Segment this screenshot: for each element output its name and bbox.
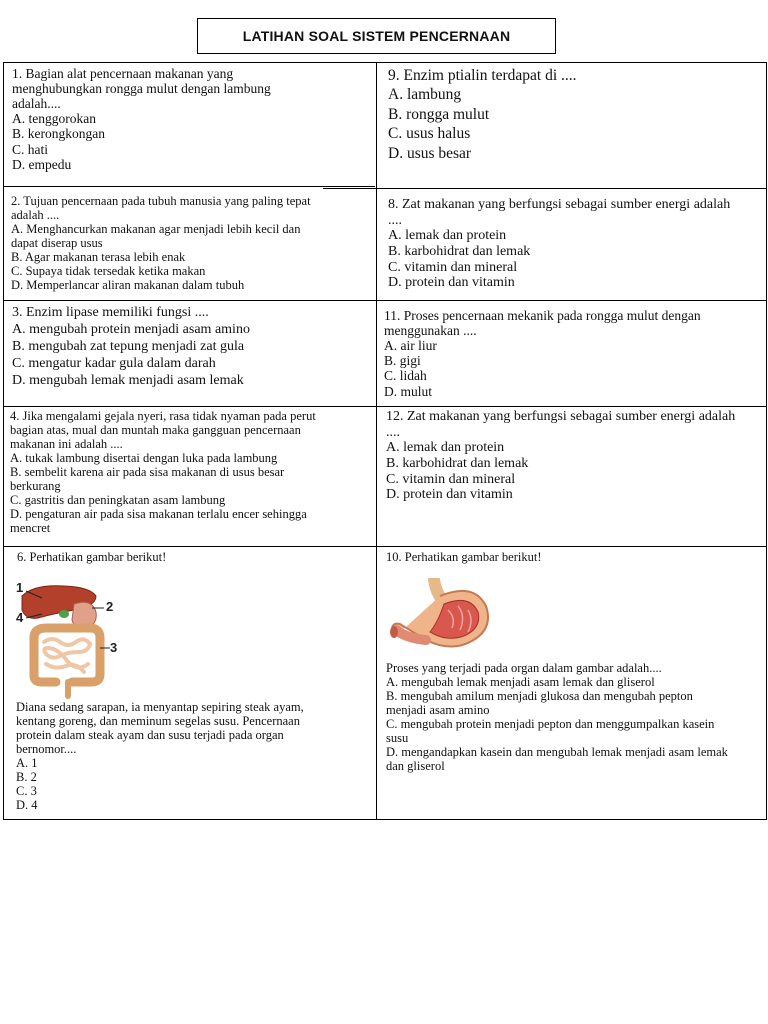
- row-divider: [377, 188, 767, 189]
- option-c: C. hati: [12, 141, 48, 157]
- question-text: 2. Tujuan pencernaan pada tubuh manusia yang paling tepat adalah ....: [11, 194, 311, 222]
- option-c: C. vitamin dan mineral: [386, 471, 516, 487]
- question-text: 12. Zat makanan yang berfungsi sebagai sumber energi adalah ....: [386, 409, 736, 440]
- option-a: A. lambung: [388, 86, 462, 104]
- option-c: C. gastritis dan peningkatan asam lambung: [10, 493, 226, 507]
- question-body: Proses yang terjadi pada organ dalam gambar adalah....: [386, 661, 662, 675]
- gallbladder-organ: [59, 610, 69, 618]
- option-d: D. Memperlancar aliran makanan dalam tubuh: [11, 278, 245, 292]
- option-b: B. gigi: [384, 353, 421, 369]
- question-12: [386, 409, 746, 503]
- option-a: A. tenggorokan: [12, 111, 96, 127]
- column-divider: [376, 62, 377, 820]
- option-b: B. sembelit karena air pada sisa makanan di usus besar berkurang: [10, 465, 285, 493]
- option-b: B. kerongkongan: [12, 126, 105, 142]
- small-intestine-organ: [44, 639, 90, 668]
- row-divider: [3, 300, 767, 301]
- option-d: D. usus besar: [388, 144, 472, 162]
- option-a: A. mengubah lemak menjadi asam lemak dan gliserol: [386, 675, 655, 689]
- option-c: C. Supaya tidak tersedak ketika makan: [11, 264, 206, 278]
- option-c: C. lidah: [384, 368, 427, 384]
- question-text: 4. Jika mengalami gejala nyeri, rasa tidak nyaman pada perut bagian atas, mual dan muntah maka gangguan pencernaan makanan ini adalah ....: [10, 409, 316, 451]
- option-a: A. tukak lambung disertai dengan luka pada lambung: [10, 451, 278, 465]
- option-c: C. mengatur kadar gula dalam darah: [12, 356, 216, 372]
- label-3: 3: [110, 640, 118, 655]
- question-11: [384, 308, 704, 399]
- option-a: A. Menghancurkan makanan agar menjadi lebih kecil dan dapat diserap usus: [11, 222, 301, 250]
- option-b: B. 2: [16, 770, 37, 784]
- question-9: [388, 66, 758, 163]
- option-d: D. mengubah lemak menjadi asam lemak: [12, 373, 244, 389]
- row-divider: [3, 546, 767, 547]
- option-b: B. Agar makanan terasa lebih enak: [11, 250, 186, 264]
- option-b: B. rongga mulut: [388, 105, 490, 123]
- worksheet-title: LATIHAN SOAL SISTEM PENCERNAAN: [197, 18, 556, 54]
- option-d: D. mulut: [384, 383, 433, 399]
- option-c: C. mengubah protein menjadi pepton dan menggumpalkan kasein susu: [386, 717, 715, 745]
- label-2: 2: [106, 599, 114, 614]
- option-d: D. empedu: [12, 156, 72, 172]
- row-divider: [3, 406, 767, 407]
- option-a: A. mengubah protein menjadi asam amino: [12, 322, 250, 338]
- digestive-system-figure: [12, 576, 142, 702]
- label-4: 4: [16, 610, 24, 625]
- question-2: [11, 194, 329, 292]
- question-text: 8. Zat makanan yang berfungsi sebagai sumber energi adalah ....: [388, 197, 731, 228]
- question-4: [10, 409, 328, 535]
- option-a: A. 1: [16, 756, 38, 770]
- option-c: C. usus halus: [388, 125, 471, 143]
- option-c: C. 3: [16, 784, 37, 798]
- stomach-figure: [386, 578, 496, 660]
- question-6-heading: [17, 550, 317, 564]
- option-b: B. mengubah amilum menjadi glukosa dan mengubah pepton menjadi asam amino: [386, 689, 693, 717]
- question-8: [388, 197, 738, 291]
- question-text: 6. Perhatikan gambar berikut!: [17, 550, 167, 564]
- row-divider: [3, 186, 375, 187]
- question-3: [12, 304, 342, 389]
- question-10: [386, 661, 731, 773]
- question-6: [16, 700, 334, 812]
- question-text: 9. Enzim ptialin terdapat di ....: [388, 67, 577, 84]
- option-b: B. karbohidrat dan lemak: [388, 244, 531, 260]
- question-text: 11. Proses pencernaan mekanik pada rongga mulut dengan menggunakan ....: [384, 308, 701, 339]
- option-d: D. protein dan vitamin: [386, 487, 513, 503]
- option-a: A. lemak dan protein: [386, 440, 505, 456]
- question-text: 1. Bagian alat pencernaan makanan yang menghubungkan rongga mulut dengan lambung adalah....: [12, 66, 271, 112]
- option-c: C. vitamin dan mineral: [388, 259, 518, 275]
- option-d: D. pengaturan air pada sisa makanan terlalu encer sehingga mencret: [10, 507, 307, 535]
- option-d: D. protein dan vitamin: [388, 275, 515, 291]
- question-text: 10. Perhatikan gambar berikut!: [386, 550, 542, 564]
- option-a: A. lemak dan protein: [388, 228, 507, 244]
- option-d: D. mengandapkan kasein dan mengubah lemak menjadi asam lemak dan gliserol: [386, 745, 728, 773]
- row-divider: [323, 188, 376, 189]
- question-10-heading: [386, 550, 686, 564]
- option-d: D. 4: [16, 798, 38, 812]
- option-b: B. mengubah zat tepung menjadi zat gula: [12, 339, 245, 355]
- option-a: A. air liur: [384, 338, 437, 354]
- question-1: [12, 66, 312, 172]
- option-b: B. karbohidrat dan lemak: [386, 456, 529, 472]
- label-1: 1: [16, 580, 24, 595]
- question-text: 3. Enzim lipase memiliki fungsi ....: [12, 305, 209, 320]
- question-body: Diana sedang sarapan, ia menyantap sepiring steak ayam, kentang goreng, dan meminum segelas susu. Pencernaan protein dalam steak ayam dan susu terjadi pada organ bernomor....: [16, 700, 304, 756]
